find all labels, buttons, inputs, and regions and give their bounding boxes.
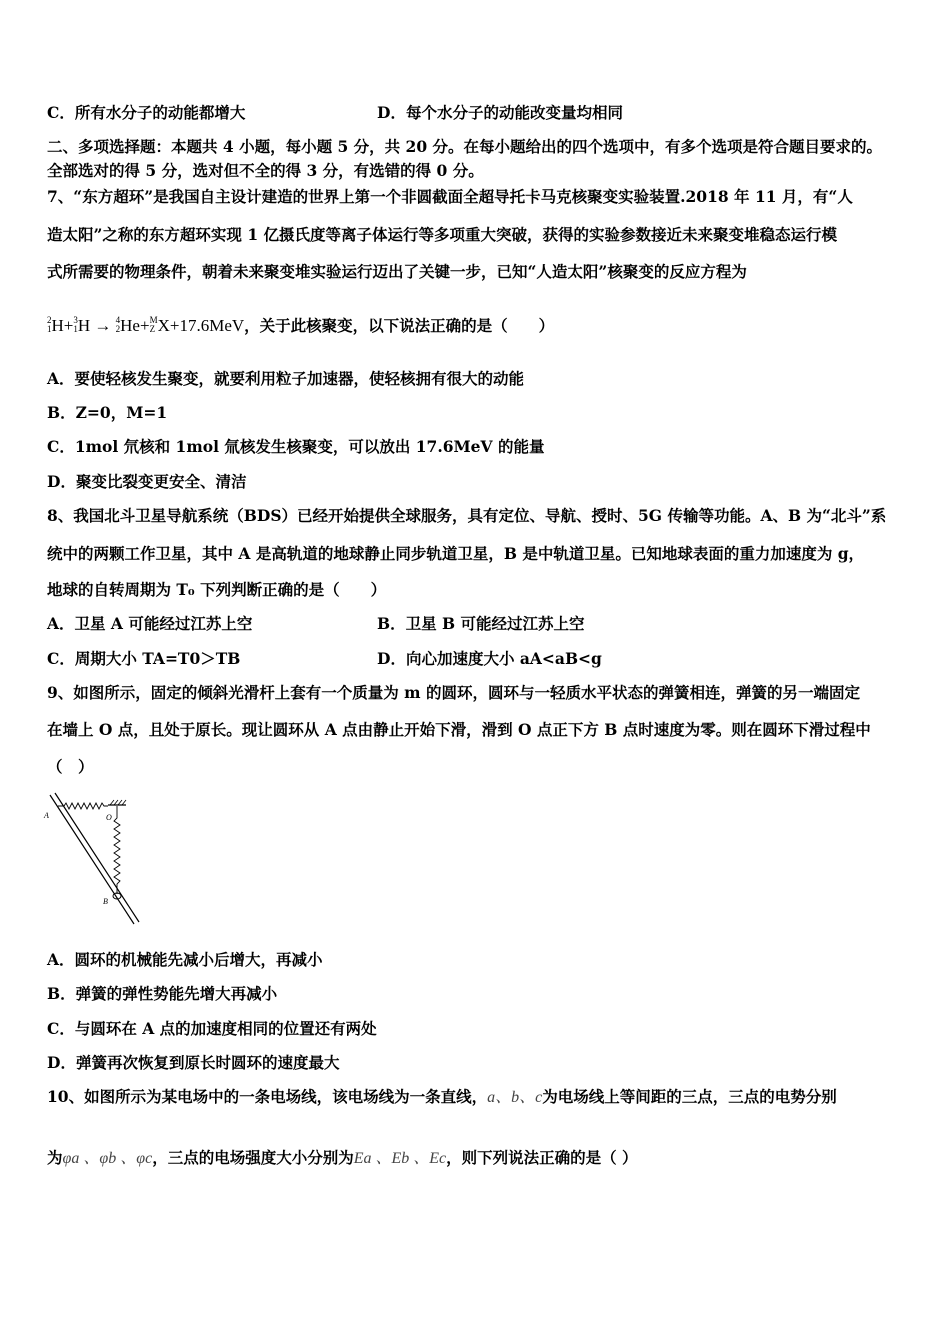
equation-tail: X+17.6MeV [157, 316, 245, 335]
q9-option-d: D．弹簧再次恢复到原长时圆环的速度最大 [47, 1053, 340, 1072]
section2-heading-line2: 全部选对的得 5 分，选对但不全的得 3 分，有选错的得 0 分。 [47, 161, 484, 180]
inclined-rod-edge [55, 793, 139, 922]
wall-hatching [110, 800, 126, 805]
q10-stem-line2 [47, 1148, 638, 1169]
q9-stem-line1: 9、如图所示，固定的倾斜光滑杆上套有一个质量为 m 的圆环，圆环与一轻质水平状态的弹簧相连，弹簧的另一端固定 [47, 683, 860, 702]
q10-line1-start: 10、如图所示为某电场中的一条电场线，该电场线为一条直线， [47, 1087, 488, 1106]
q7-stem-line2: 造太阳”之称的东方超环实现 1 亿摄氏度等离子体运行等多项重大突破，获得的实验参数接近未来聚变堆稳态运行模 [47, 225, 837, 244]
q7-option-c: C．1mol 氘核和 1mol 氚核发生核聚变，可以放出 17.6MeV 的能量 [47, 437, 545, 456]
q9-figure [42, 790, 146, 930]
q9-option-a: A．圆环的机械能先减小后增大，再减小 [47, 950, 323, 969]
q10-line2-end: ，则下列说法正确的是（ ） [446, 1148, 638, 1167]
q9-option-b: B．弹簧的弹性势能先增大再减小 [47, 984, 278, 1003]
q6-option-c: C．所有水分子的动能都增大 [47, 103, 246, 122]
vertical-spring [114, 806, 120, 894]
q7-question: ，关于此核聚变，以下说法正确的是（ ） [244, 316, 555, 335]
q8-stem-line2: 统中的两颗工作卫星，其中 A 是高轨道的地球静止同步轨道卫星，B 是中轨道卫星。已知地球表面的重力加速度为 g， [47, 544, 865, 563]
q10-potentials: φa 、φb 、φc [62, 1150, 153, 1167]
q9-stem-line3: （ ） [47, 757, 94, 776]
q7-stem-line1: 7、“东方超环”是我国自主设计建造的世界上第一个非圆截面全超导托卡马克核聚变实验装置.2018 年 11 月，有“人 [47, 187, 853, 206]
q7-option-b: B．Z=0，M=1 [47, 403, 168, 422]
q8-option-a: A．卫星 A 可能经过江苏上空 [47, 614, 253, 633]
q10-line1-end: 为电场线上等间距的三点，三点的电势分别 [542, 1087, 837, 1106]
label-a: A [44, 811, 49, 820]
q8-option-d: D．向心加速度大小 aA<aB<g [377, 649, 602, 668]
q9-option-c: C．与圆环在 A 点的加速度相同的位置还有两处 [47, 1019, 377, 1038]
q7-equation-line [47, 316, 554, 336]
q8-stem-line1: 8、我国北斗卫星导航系统（BDS）已经开始提供全球服务，具有定位、导航、授时、5G 传输等功能。A、B 为“北斗”系 [47, 506, 887, 525]
label-o: O [106, 813, 112, 822]
q7-stem-line3: 式所需要的物理条件，朝着未来聚变堆实验运行迈出了关键一步，已知“人造太阳”核聚变的反应方程为 [47, 262, 747, 281]
label-b: B [103, 897, 108, 906]
nuclear-equation: 2 1H+3 1H → 4 2He+M Z X+17.6MeV [47, 315, 245, 335]
q8-stem-line3: 地球的自转周期为 T₀ 下列判断正确的是（ ） [47, 580, 387, 599]
q7-option-d: D．聚变比裂变更安全、清洁 [47, 472, 247, 491]
q7-option-a: A．要使轻核发生聚变，就要利用粒子加速器，使轻核拥有很大的动能 [47, 369, 525, 388]
q10-line2-mid: ，三点的电场强度大小分别为 [152, 1148, 354, 1167]
q10-fields: Ea 、Eb 、Ec [353, 1150, 447, 1167]
q10-points: a、b、c [487, 1089, 543, 1106]
q8-option-c: C．周期大小 TA=T0＞TB [47, 649, 241, 668]
inclined-rod [50, 795, 134, 924]
q8-option-b: B．卫星 B 可能经过江苏上空 [377, 614, 585, 633]
q6-option-d: D．每个水分子的动能改变量均相同 [377, 103, 623, 122]
q10-line2-start: 为 [47, 1148, 63, 1167]
section2-heading-line1: 二、多项选择题：本题共 4 小题，每小题 5 分，共 20 分。在每小题给出的四个选项中，有多个选项是符合题目要求的。 [47, 137, 883, 156]
q10-stem-line1 [47, 1087, 837, 1108]
q9-stem-line2: 在墙上 O 点，且处于原长。现让圆环从 A 点由静止开始下滑，滑到 O 点正下方 B 点时速度为零。则在圆环下滑过程中 [47, 720, 871, 739]
